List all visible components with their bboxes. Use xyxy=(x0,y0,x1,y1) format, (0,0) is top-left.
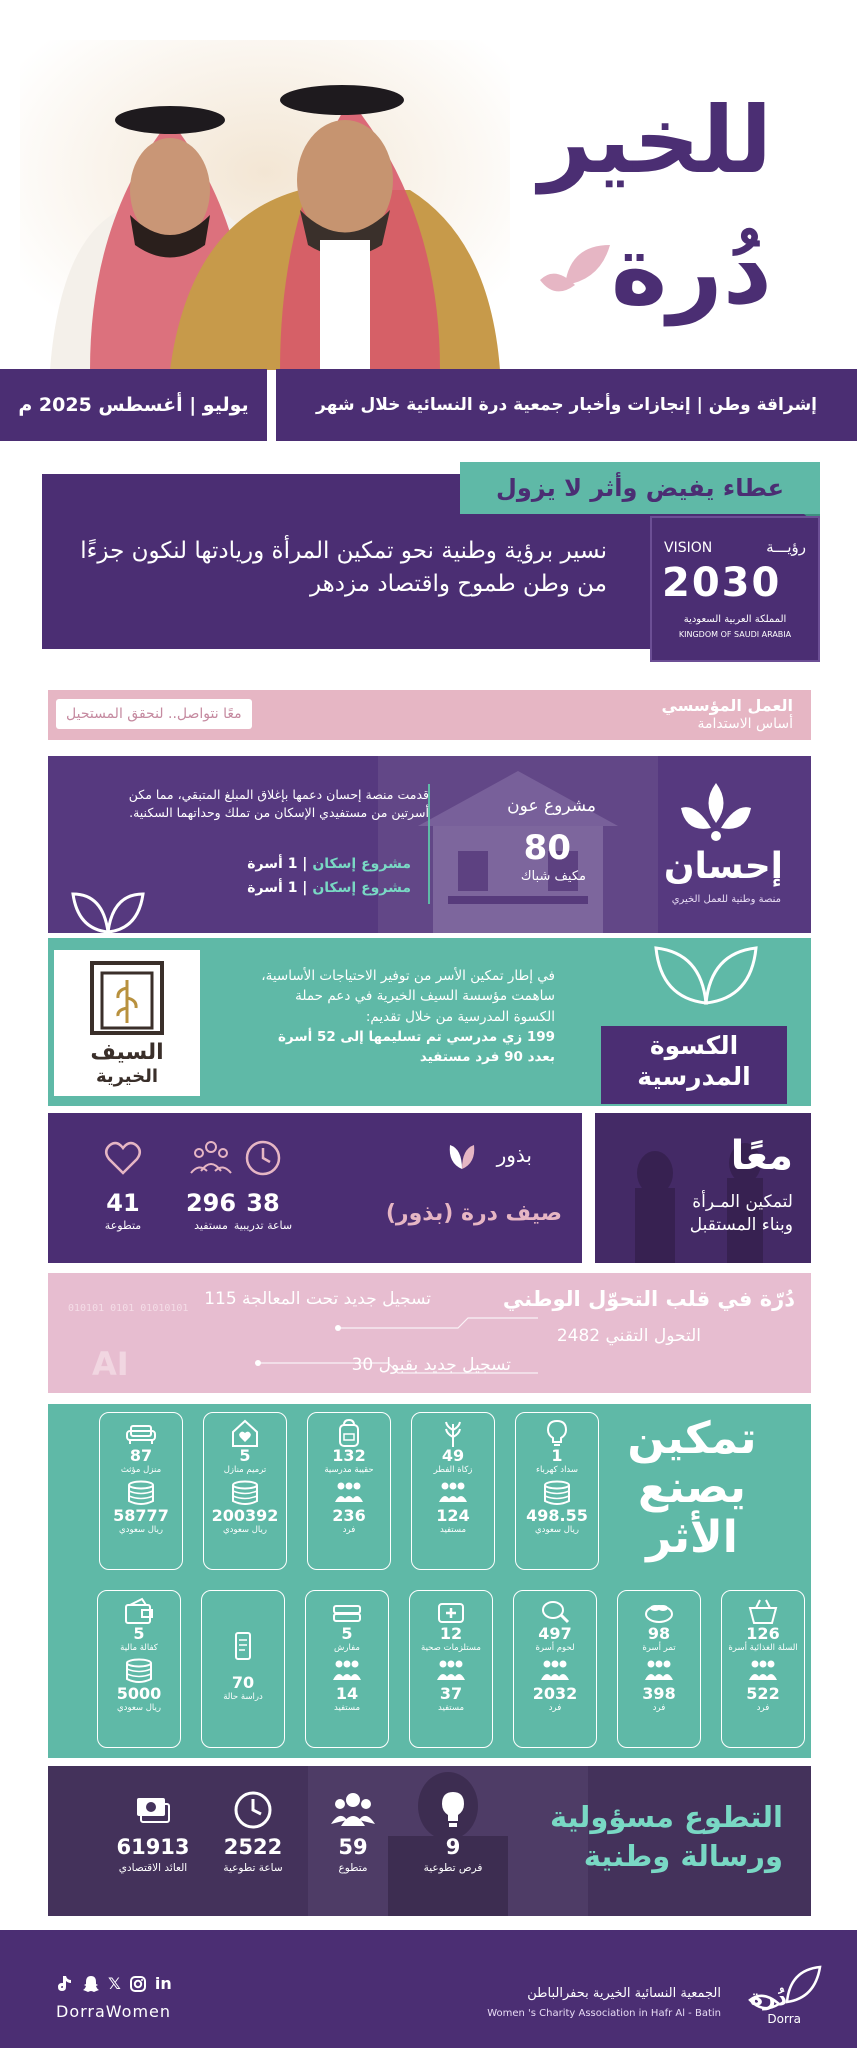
document-icon xyxy=(226,1631,260,1661)
card-top-label: زكاة الفطر xyxy=(433,1464,473,1475)
volunteer-stat xyxy=(198,1788,308,1874)
vision-kingdom-ar: المملكة العربية السعودية xyxy=(683,614,787,625)
school-description xyxy=(115,966,555,1067)
ehsan-logo-name: إحسان xyxy=(663,846,783,887)
snapchat-icon[interactable] xyxy=(82,1974,100,1994)
stat-card xyxy=(411,1412,495,1570)
ehsan-logo-sub: منصة وطنية للعمل الخيري xyxy=(671,894,781,905)
volunteer-stat-value: 9 xyxy=(445,1835,461,1859)
vision-kingdom-en: KINGDOM OF SAUDI ARABIA xyxy=(678,630,792,639)
card-bottom-value: 14 xyxy=(335,1683,359,1703)
card-bottom-label: ريال سعودي xyxy=(119,1524,163,1535)
school-desc-line: بعدد 90 فرد مستفيد xyxy=(419,1049,555,1065)
ehsan-logo-icon xyxy=(661,778,771,848)
people-icon xyxy=(639,1658,679,1684)
stat-card xyxy=(721,1590,805,1748)
card-top-label: ترميم منازل xyxy=(223,1464,267,1475)
aon-project-value: 80 xyxy=(523,828,571,868)
card-bottom-label: ريال سعودي xyxy=(223,1524,267,1535)
empower-title-line: تمكين xyxy=(627,1413,757,1464)
card-bottom-value: 236 xyxy=(332,1505,366,1525)
school-clothing-section xyxy=(48,938,811,1106)
card-top-label: حقيبة مدرسية xyxy=(324,1464,374,1475)
school-label-line1: الكسوة xyxy=(649,1031,739,1060)
mattress-icon xyxy=(330,1596,364,1626)
stat-card xyxy=(409,1590,493,1748)
stat-card xyxy=(307,1412,391,1570)
vision-en: VISION xyxy=(664,540,713,556)
stat-card xyxy=(515,1412,599,1570)
basket-icon xyxy=(746,1596,780,1626)
together-line1: لتمكين المـرأة xyxy=(692,1192,793,1212)
tiktok-icon[interactable] xyxy=(56,1974,74,1994)
linkedin-icon[interactable]: in xyxy=(154,1974,172,1993)
card-bottom-label: مستفيد xyxy=(437,1702,465,1713)
stat-card xyxy=(99,1412,183,1570)
summer-stat-value: 38 xyxy=(246,1189,280,1217)
band-caption: إشراقة وطن | إنجازات وأخبار جمعية درة النسائية خلال شهر xyxy=(276,369,857,441)
title-dorra: دُرة xyxy=(610,214,772,326)
together-title: معًا xyxy=(730,1133,793,1179)
together-section xyxy=(595,1113,811,1263)
card-top-value: 126 xyxy=(746,1624,780,1643)
card-top-value: 49 xyxy=(441,1446,465,1465)
summer-stat-label: ساعة تدريبية xyxy=(233,1219,293,1232)
empowerment-section xyxy=(48,1404,811,1758)
ehsan-row-label: مشروع إسكان xyxy=(312,880,411,896)
digital-line: تسجيل جديد بقبول 30 xyxy=(351,1355,511,1375)
card-top-value: 98 xyxy=(647,1624,671,1643)
inst-subtitle: أساس الاستدامة xyxy=(697,716,793,732)
card-bottom-label: فرد xyxy=(756,1702,770,1713)
card-top-value: 132 xyxy=(332,1446,366,1465)
volunteer-stat-label: متطوع xyxy=(338,1862,368,1875)
card-top-value: 497 xyxy=(538,1624,572,1643)
volunteer-stat xyxy=(398,1788,508,1874)
digital-title: دُرّة في قلب التحوّل الوطني xyxy=(502,1287,795,1311)
vision-tagline: عطاء يفيض وأثر لا يزول xyxy=(460,462,820,514)
card-bottom-value: 124 xyxy=(436,1505,470,1525)
volunteer-stat-value: 61913 xyxy=(116,1835,190,1859)
heart-icon xyxy=(100,1135,146,1181)
card-top-label: كفالة مالية xyxy=(120,1642,158,1653)
sayf-name-1: السيف xyxy=(90,1040,164,1065)
school-clothing-label xyxy=(601,1026,787,1104)
vision-2030-logo xyxy=(650,516,820,662)
school-label-line2: المدرسية xyxy=(637,1062,751,1092)
summer-stat xyxy=(208,1113,318,1232)
card-bottom-label: فرد xyxy=(652,1702,666,1713)
together-subtitle xyxy=(690,1191,793,1237)
card-top-value: 5 xyxy=(341,1624,353,1643)
coins-icon xyxy=(119,1658,159,1684)
card-top-value: 1 xyxy=(551,1446,563,1465)
school-desc-line: ساهمت مؤسسة السيف الخيرية في دعم حملة xyxy=(295,988,555,1005)
card-bottom-label: ريال سعودي xyxy=(117,1702,161,1713)
meat-icon xyxy=(538,1596,572,1626)
volunteer-title-line: التطوع مسؤولية xyxy=(550,1800,783,1834)
card-bottom-value: 70 xyxy=(231,1673,255,1692)
volunteer-title-line: ورسالة وطنية xyxy=(583,1839,783,1874)
digital-transformation-section xyxy=(48,1273,811,1393)
instagram-icon[interactable] xyxy=(129,1974,147,1994)
card-bottom-label: ريال سعودي xyxy=(535,1524,579,1535)
clock-icon xyxy=(240,1135,286,1181)
card-top-value: 5 xyxy=(133,1624,145,1643)
ai-decoration: AI xyxy=(92,1345,129,1383)
volunteer-stat-label: فرص تطوعية xyxy=(423,1862,483,1875)
aon-project-title: مشروع عون xyxy=(507,796,596,816)
stat-card xyxy=(201,1590,285,1748)
card-top-label: مفارش xyxy=(334,1642,360,1653)
digital-line: التحول التقني 2482 xyxy=(556,1326,701,1346)
summer-stat-label: متطوعة xyxy=(104,1219,142,1232)
school-desc-line: في إطار تمكين الأسر من توفير الاحتياجات الأساسية، xyxy=(261,968,555,984)
volunteer-stat-label: ساعة تطوعية xyxy=(223,1862,283,1875)
summer-stat xyxy=(68,1113,178,1232)
ehsan-row-value: | 1 أسرة xyxy=(247,856,308,872)
ehsan-row xyxy=(247,880,411,896)
house-photo xyxy=(378,756,658,933)
vision-ar: رؤيـــة xyxy=(766,538,806,556)
people-icon xyxy=(331,1788,375,1832)
budhoor-brand: بذور xyxy=(496,1143,532,1167)
people-icon xyxy=(433,1480,473,1506)
binary-decoration: 01010101 0101 010101 xyxy=(68,1303,189,1314)
inst-slogan: معًا نتواصل.. لنحقق المستحيل xyxy=(56,699,252,729)
ehsan-description: قدمت منصة إحسان دعمها بإغلاق المبلغ المتبقي، مما مكن أسرتين من مستفيدي الإسكان من تملك وحداتهما السكنية. xyxy=(128,787,429,821)
card-bottom-label: مستفيد xyxy=(333,1702,361,1713)
card-top-label: سداد كهرباء xyxy=(535,1464,579,1475)
footer-logo-ar: دُرة xyxy=(750,1986,787,2011)
ehsan-section xyxy=(48,756,811,933)
stat-card xyxy=(513,1590,597,1748)
dates-icon xyxy=(642,1596,676,1626)
house-heart-icon xyxy=(228,1418,262,1448)
people-icon xyxy=(327,1658,367,1684)
clock-icon xyxy=(231,1788,275,1832)
card-bottom-label: دراسة حالة xyxy=(223,1691,263,1702)
school-desc-line: 199 زي مدرسي تم تسليمها إلى 52 أسرة xyxy=(277,1028,555,1045)
sofa-icon xyxy=(124,1418,158,1448)
petal-logo-icon xyxy=(530,225,620,315)
empower-title-line: يصنع xyxy=(638,1462,746,1514)
backpack-icon xyxy=(332,1418,366,1448)
band-date: يوليو | أغسطس 2025 م xyxy=(0,369,267,441)
hero-section xyxy=(0,0,857,370)
footer xyxy=(0,1930,857,2048)
coins-icon xyxy=(225,1480,265,1506)
x-icon[interactable]: 𝕏 xyxy=(108,1974,121,1993)
people-icon xyxy=(431,1658,471,1684)
money-icon xyxy=(131,1788,175,1832)
volunteer-stat xyxy=(298,1788,408,1874)
social-links xyxy=(56,1974,186,1996)
card-bottom-value: 522 xyxy=(746,1683,780,1703)
summer-stat-label: مستفيد xyxy=(194,1219,228,1232)
coins-icon xyxy=(121,1480,161,1506)
summer-program-section xyxy=(48,1113,582,1263)
volunteer-stat-label: العائد الاقتصادي xyxy=(118,1862,188,1875)
people-icon xyxy=(743,1658,783,1684)
volunteer-title xyxy=(550,1798,783,1876)
leaf-outline-icon xyxy=(641,938,771,1008)
volunteer-section xyxy=(48,1766,811,1916)
school-desc-line: الكسوة المدرسية من خلال تقديم: xyxy=(365,1008,555,1025)
wallet-icon xyxy=(122,1596,156,1626)
card-top-label: تمر أسرة xyxy=(642,1642,676,1653)
card-top-value: 87 xyxy=(129,1446,153,1465)
card-top-label: منزل مؤثث xyxy=(120,1464,162,1475)
ehsan-row-label: مشروع إسكان xyxy=(312,856,411,872)
summer-title: صيف درة (بذور) xyxy=(385,1201,562,1226)
volunteer-stat xyxy=(98,1788,208,1874)
bulb-icon xyxy=(540,1418,574,1448)
coins-icon xyxy=(537,1480,577,1506)
digital-line: تسجيل جديد تحت المعالجة 115 xyxy=(204,1289,431,1309)
aon-project-unit: مكيف شباك xyxy=(520,869,586,884)
card-bottom-value: 398 xyxy=(642,1683,676,1703)
empower-title-line: الأثر xyxy=(646,1511,738,1563)
vision-statement: نسير برؤية وطنية نحو تمكين المرأة وريادتها لنكون جزءًا من وطن طموح واقتصاد مزدهر xyxy=(80,538,607,598)
bulb-icon xyxy=(431,1788,475,1832)
card-bottom-value: 200392 xyxy=(211,1505,279,1525)
card-bottom-label: فرد xyxy=(342,1524,356,1535)
card-top-label: لحوم أسرة xyxy=(535,1642,575,1653)
empower-title xyxy=(597,1414,787,1562)
footer-org-en: Women 's Charity Association in Hafr Al - Batin xyxy=(487,2008,721,2019)
card-top-label: السلة الغذائية أسرة xyxy=(728,1642,798,1653)
card-bottom-value: 5000 xyxy=(116,1683,162,1703)
title-lilkhayr: للخير xyxy=(538,87,772,194)
stat-card xyxy=(97,1590,181,1748)
people-icon xyxy=(535,1658,575,1684)
card-bottom-label: فرد xyxy=(548,1702,562,1713)
people-icon xyxy=(329,1480,369,1506)
social-handle[interactable]: DorraWomen xyxy=(56,2002,172,2021)
vision-year: 2030 xyxy=(662,560,782,606)
sayf-name-2: الخيرية xyxy=(95,1066,159,1087)
card-top-value: 12 xyxy=(439,1624,463,1643)
leaf-outline-icon xyxy=(68,874,148,933)
card-bottom-label: مستفيد xyxy=(439,1524,467,1535)
footer-logo-en: Dorra xyxy=(767,2012,801,2026)
card-bottom-value: 2032 xyxy=(532,1683,578,1703)
card-bottom-value: 498.55 xyxy=(526,1505,588,1525)
stat-card xyxy=(617,1590,701,1748)
institutional-bar xyxy=(48,690,811,740)
ehsan-row xyxy=(247,856,411,872)
portraits-image xyxy=(20,40,510,370)
ehsan-row-value: | 1 أسرة xyxy=(247,880,308,896)
stat-card xyxy=(305,1590,389,1748)
volunteer-stat-value: 59 xyxy=(338,1835,368,1859)
stat-card xyxy=(203,1412,287,1570)
footer-org-ar: الجمعية النسائية الخيرية بحفرالباطن xyxy=(527,1986,721,2001)
together-line2: وبناء المستقبل xyxy=(689,1214,793,1235)
summer-stat-value: 296 xyxy=(185,1189,237,1217)
inst-title: العمل المؤسسي xyxy=(661,696,793,715)
card-top-value: 5 xyxy=(239,1446,251,1465)
volunteer-stat-value: 2522 xyxy=(223,1835,283,1859)
budhoor-leaf-icon xyxy=(444,1139,480,1173)
card-bottom-value: 37 xyxy=(439,1683,463,1703)
medical-icon xyxy=(434,1596,468,1626)
summer-stat-value: 41 xyxy=(106,1189,140,1217)
card-bottom-value: 58777 xyxy=(113,1505,169,1525)
wheat-icon xyxy=(436,1418,470,1448)
card-top-label: مستلزمات صحية xyxy=(421,1642,481,1653)
